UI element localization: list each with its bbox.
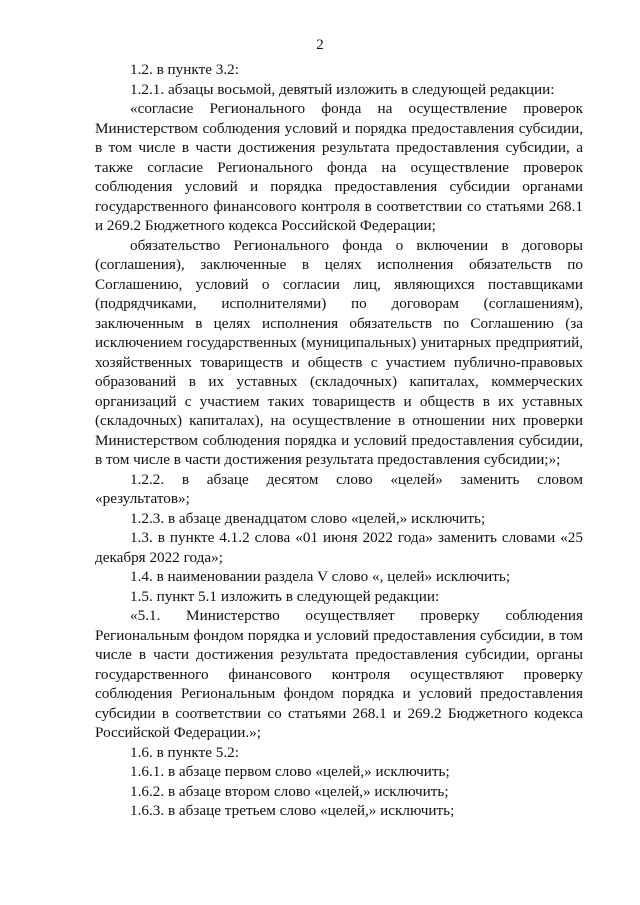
paragraph-1-2-3: 1.2.3. в абзаце двенадцатом слово «целей,» исключить; — [130, 509, 486, 527]
paragraph-1-6-2: 1.6.2. в абзаце втором слово «целей,» исключить; — [130, 782, 449, 800]
paragraph-1-6: 1.6. в пункте 5.2: — [130, 743, 239, 761]
paragraph-obligation-clause: обязательство Регионального фонда о включении в договоры (соглашения), заключенные в целях исполнения обязательств по Соглашению, условий о согласии лиц, являющихся поставщиками (подрядчиками, исполнителями) по договорам (соглашениям), заключенным в целях исполнения обязательств по Соглашению (за исключением государственных (муниципальных) унитарных предприятий, хозяйственных товариществ и обществ с участием публично-правовых образований в их уставных (складочных) капиталах, коммерческих организаций с участием таких товариществ и обществ в их уставных (складочных) капиталах), на осуществление в отношении них проверки Министерством соблюдения порядка и условий предоставления субсидии, в том числе в части достижения результата предоставления субсидии;»; — [95, 236, 583, 468]
paragraph-1-5: 1.5. пункт 5.1 изложить в следующей редакции: — [130, 587, 440, 605]
paragraph-1-4: 1.4. в наименовании раздела V слово «, целей» исключить; — [130, 568, 511, 585]
paragraph-1-6-3: 1.6.3. в абзаце третьем слово «целей,» исключить; — [130, 802, 455, 819]
paragraph-1-2-1: 1.2.1. абзацы восьмой, девятый изложить в следующей редакции: — [130, 80, 555, 98]
paragraph-1-6-1: 1.6.1. в абзаце первом слово «целей,» исключить; — [130, 763, 450, 780]
paragraph-consent-clause: «согласие Регионального фонда на осуществление проверок Министерством соблюдения условий и порядка предоставления субсидии, в том числе в части достижения результата предоставления субсидии, а также согласие Регионального фонда на осуществление проверок соблюдения условий и порядка предоставления субсидии органами государственного финансового контроля в соответствии со статьями 268.1 и 269.2 Бюджетного кодекса Российской Федерации; — [95, 100, 583, 234]
paragraph-1-2-2: 1.2.2. в абзаце десятом слово «целей» заменить словом «результатов»; — [95, 470, 583, 507]
document-body — [95, 60, 583, 821]
page-number: 2 — [316, 37, 324, 53]
paragraph-1-2: 1.2. в пункте 3.2: — [130, 61, 239, 78]
paragraph-5-1-text: «5.1. Министерство осуществляет проверку соблюдения Региональным фондом порядка и условий предоставления субсидии, в том числе в части достижения результата предоставления субсидии, органы государственного финансового контроля осуществляют проверку соблюдения Региональным фондом порядка и условий предоставления субсидии в соответствии со статьями 268.1 и 269.2 Бюджетного кодекса Российской Федерации.»; — [95, 607, 583, 741]
paragraph-1-3: 1.3. в пункте 4.1.2 слова «01 июня 2022 года» заменить словами «25 декабря 2022 года»; — [95, 529, 583, 566]
